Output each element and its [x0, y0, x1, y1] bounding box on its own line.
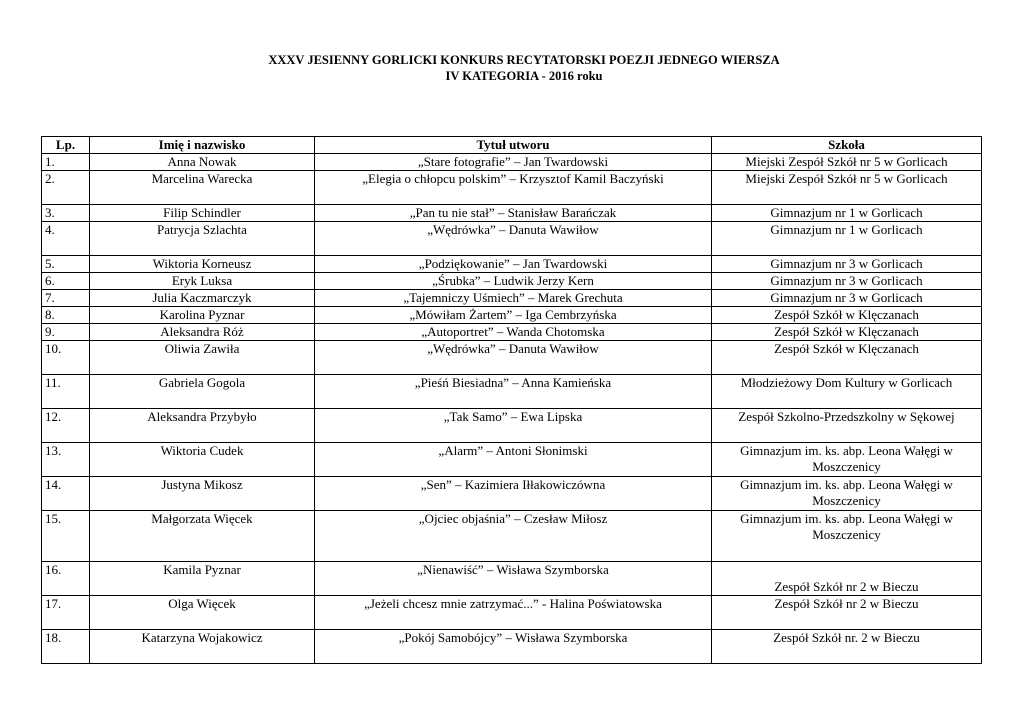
table-row: [42, 477, 982, 511]
table-row: [42, 562, 982, 596]
school-name: Zespół Szkół nr 2 w Bieczu: [712, 596, 982, 630]
table-row: [42, 511, 982, 562]
school-name: Gimnazjum nr 3 w Gorlicach: [712, 273, 982, 290]
table-row: [42, 596, 982, 630]
participants-table: [41, 136, 982, 664]
participant-name: Filip Schindler: [90, 205, 315, 222]
document-subtitle: IV KATEGORIA - 2016 roku: [445, 69, 603, 83]
row-number: 18.: [42, 630, 90, 664]
poem-title: „Tak Samo” – Ewa Lipska: [315, 409, 712, 443]
row-number: 4.: [42, 222, 90, 256]
poem-title: „Stare fotografie” – Jan Twardowski: [315, 154, 712, 171]
school-name: Gimnazjum im. ks. abp. Leona Wałęgi w Moszczenicy: [712, 511, 982, 562]
header-lp: Lp.: [42, 137, 90, 154]
poem-title: „Pieśń Biesiadna” – Anna Kamieńska: [315, 375, 712, 409]
participant-name: Wiktoria Cudek: [90, 443, 315, 477]
participant-name: Eryk Luksa: [90, 273, 315, 290]
poem-title: „Elegia o chłopcu polskim” – Krzysztof Kamil Baczyński: [315, 171, 712, 205]
participant-name: Wiktoria Korneusz: [90, 256, 315, 273]
table-row: [42, 375, 982, 409]
table-row: [42, 290, 982, 307]
school-name: Zespół Szkolno-Przedszkolny w Sękowej: [712, 409, 982, 443]
participant-name: Aleksandra Róż: [90, 324, 315, 341]
poem-title: „Podziękowanie” – Jan Twardowski: [315, 256, 712, 273]
school-name: Gimnazjum im. ks. abp. Leona Wałęgi w Moszczenicy: [712, 477, 982, 511]
row-number: 12.: [42, 409, 90, 443]
poem-title: „Tajemniczy Uśmiech” – Marek Grechuta: [315, 290, 712, 307]
school-name: Gimnazjum nr 1 w Gorlicach: [712, 205, 982, 222]
header-work: Tytuł utworu: [315, 137, 712, 154]
school-name: Gimnazjum nr 3 w Gorlicach: [712, 290, 982, 307]
header-name: Imię i nazwisko: [90, 137, 315, 154]
poem-title: „Nienawiść” – Wisława Szymborska: [315, 562, 712, 596]
participant-name: Olga Więcek: [90, 596, 315, 630]
table-row: [42, 154, 982, 171]
row-number: 17.: [42, 596, 90, 630]
row-number: 7.: [42, 290, 90, 307]
table-row: [42, 630, 982, 664]
school-name: Miejski Zespół Szkół nr 5 w Gorlicach: [712, 154, 982, 171]
table-row: [42, 205, 982, 222]
participant-name: Anna Nowak: [90, 154, 315, 171]
participant-name: Małgorzata Więcek: [90, 511, 315, 562]
poem-title: „Pokój Samobójcy” – Wisława Szymborska: [315, 630, 712, 664]
poem-title: „Sen” – Kazimiera Iłłakowiczówna: [315, 477, 712, 511]
row-number: 11.: [42, 375, 90, 409]
table-row: [42, 307, 982, 324]
school-name: Zespół Szkół nr 2 w Bieczu: [712, 562, 982, 596]
row-number: 10.: [42, 341, 90, 375]
participant-name: Karolina Pyznar: [90, 307, 315, 324]
school-name: Gimnazjum nr 3 w Gorlicach: [712, 256, 982, 273]
row-number: 8.: [42, 307, 90, 324]
school-name: Gimnazjum im. ks. abp. Leona Wałęgi w Moszczenicy: [712, 443, 982, 477]
poem-title: „Wędrówka” – Danuta Wawiłow: [315, 341, 712, 375]
school-name: Zespół Szkół w Klęczanach: [712, 307, 982, 324]
table-row: [42, 256, 982, 273]
school-name: Gimnazjum nr 1 w Gorlicach: [712, 222, 982, 256]
table-row: [42, 171, 982, 205]
participant-name: Katarzyna Wojakowicz: [90, 630, 315, 664]
participant-name: Julia Kaczmarczyk: [90, 290, 315, 307]
school-name: Młodzieżowy Dom Kultury w Gorlicach: [712, 375, 982, 409]
poem-title: „Śrubka” – Ludwik Jerzy Kern: [315, 273, 712, 290]
poem-title: „Pan tu nie stał” – Stanisław Barańczak: [315, 205, 712, 222]
row-number: 16.: [42, 562, 90, 596]
table-row: [42, 324, 982, 341]
table-row: [42, 273, 982, 290]
header-school: Szkoła: [712, 137, 982, 154]
row-number: 2.: [42, 171, 90, 205]
document-title: XXXV JESIENNY GORLICKI KONKURS RECYTATORSKI POEZJI JEDNEGO WIERSZA: [268, 53, 780, 67]
school-name: Zespół Szkół nr. 2 w Bieczu: [712, 630, 982, 664]
row-number: 1.: [42, 154, 90, 171]
table-row: [42, 443, 982, 477]
school-name: Zespół Szkół w Klęczanach: [712, 324, 982, 341]
participant-name: Patrycja Szlachta: [90, 222, 315, 256]
table-row: [42, 222, 982, 256]
poem-title: „Wędrówka” – Danuta Wawiłow: [315, 222, 712, 256]
poem-title: „Ojciec objaśnia” – Czesław Miłosz: [315, 511, 712, 562]
participant-name: Justyna Mikosz: [90, 477, 315, 511]
table-row: [42, 409, 982, 443]
row-number: 14.: [42, 477, 90, 511]
school-name: Miejski Zespół Szkół nr 5 w Gorlicach: [712, 171, 982, 205]
participant-name: Kamila Pyznar: [90, 562, 315, 596]
table-row: [42, 341, 982, 375]
poem-title: „Alarm” – Antoni Słonimski: [315, 443, 712, 477]
row-number: 15.: [42, 511, 90, 562]
row-number: 3.: [42, 205, 90, 222]
poem-title: „Autoportret” – Wanda Chotomska: [315, 324, 712, 341]
participant-name: Marcelina Warecka: [90, 171, 315, 205]
row-number: 9.: [42, 324, 90, 341]
row-number: 5.: [42, 256, 90, 273]
row-number: 6.: [42, 273, 90, 290]
poem-title: „Mówiłam Żartem” – Iga Cembrzyńska: [315, 307, 712, 324]
participant-name: Oliwia Zawiła: [90, 341, 315, 375]
poem-title: „Jeżeli chcesz mnie zatrzymać...” - Halina Poświatowska: [315, 596, 712, 630]
table-header-row: [42, 137, 982, 154]
school-name: Zespół Szkół w Klęczanach: [712, 341, 982, 375]
participant-name: Aleksandra Przybyło: [90, 409, 315, 443]
participant-name: Gabriela Gogola: [90, 375, 315, 409]
row-number: 13.: [42, 443, 90, 477]
